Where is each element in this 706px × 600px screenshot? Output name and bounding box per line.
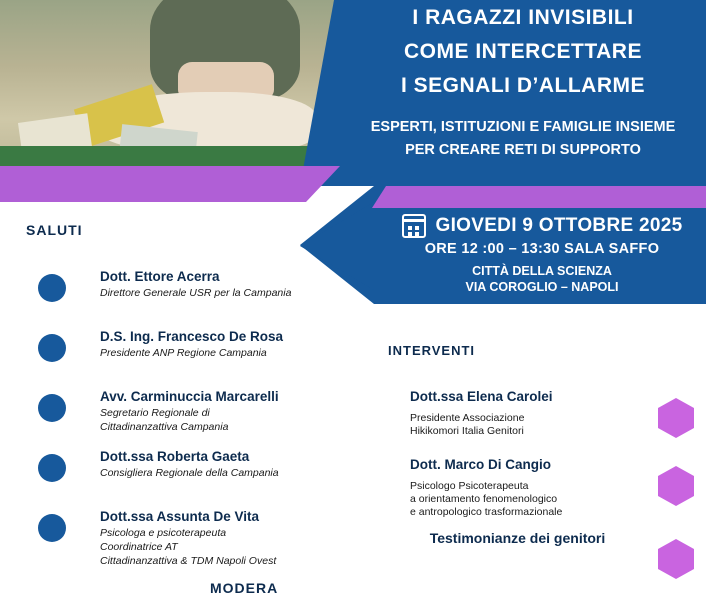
modera-heading: MODERA <box>210 580 279 596</box>
speaker-role-line: Psicologo Psicoterapeuta <box>410 480 529 492</box>
hexagon-icon <box>658 539 694 579</box>
hexagon-icon <box>658 466 694 506</box>
person-role: Direttore Generale USR per la Campania <box>100 287 292 299</box>
title-line-2: COME INTERCETTARE <box>404 40 642 63</box>
list-item <box>38 388 358 438</box>
speaker-role-line: e antropologico trasformazionale <box>410 506 563 518</box>
list-item <box>38 508 358 568</box>
speaker-name: Dott.ssa Elena Carolei <box>410 389 553 404</box>
interventions-heading: INTERVENTI <box>388 343 476 358</box>
speaker-name: Dott. Marco Di Cangio <box>410 457 551 472</box>
person-name: Dott. Ettore Acerra <box>100 269 220 284</box>
bullet-dot-icon <box>38 514 66 542</box>
event-date-row <box>382 214 702 238</box>
greetings-list <box>38 268 358 578</box>
list-item <box>410 456 700 519</box>
interventions-list <box>410 388 700 597</box>
bullet-dot-icon <box>38 394 66 422</box>
list-item <box>38 268 358 318</box>
person-role: Presidente ANP Regione Campania <box>100 347 267 359</box>
event-venue-line-1: CITTÀ DELLA SCIENZA <box>472 264 612 278</box>
speaker-role <box>410 480 625 519</box>
list-item <box>410 388 700 446</box>
title-line-1: I RAGAZZI INVISIBILI <box>412 6 634 29</box>
person-name: Avv. Carminuccia Marcarelli <box>100 389 279 404</box>
speaker-name: Testimonianze dei genitori <box>429 530 606 546</box>
purple-band-left <box>0 166 340 202</box>
title-line-3: I SEGNALI D’ALLARME <box>401 74 645 97</box>
person-role: Coordinatrice AT <box>100 541 178 553</box>
person-role: Consigliera Regionale della Campania <box>100 467 279 479</box>
bullet-dot-icon <box>38 274 66 302</box>
event-time: ORE 12 :00 – 13:30 SALA SAFFO <box>424 241 660 257</box>
bullet-dot-icon <box>38 454 66 482</box>
person-name: D.S. Ing. Francesco De Rosa <box>100 329 284 344</box>
subtitle-line-2: PER CREARE RETI DI SUPPORTO <box>405 142 641 158</box>
person-role: Segretario Regionale di <box>100 407 210 419</box>
person-role: Psicologa e psicoterapeuta <box>100 527 227 539</box>
list-item <box>38 328 358 378</box>
speaker-role-line: Hikikomori Italia Genitori <box>410 425 524 437</box>
event-date: GIOVEDI 9 OTTOBRE 2025 <box>435 215 683 236</box>
person-name: Dott.ssa Roberta Gaeta <box>100 449 250 464</box>
person-name: Dott.ssa Assunta De Vita <box>100 509 260 524</box>
speaker-role-line: a orientamento fenomenologico <box>410 493 558 505</box>
greetings-heading: SALUTI <box>26 222 83 238</box>
person-role: Cittadinanzattiva & TDM Napoli Ovest <box>100 555 277 567</box>
calendar-icon <box>402 214 426 238</box>
hexagon-icon <box>658 398 694 438</box>
list-item <box>410 529 700 587</box>
event-details <box>382 214 702 295</box>
list-item <box>38 448 358 498</box>
person-role: Cittadinanzattiva Campania <box>100 421 229 433</box>
title-block <box>340 0 706 162</box>
event-venue-line-2: VIA COROGLIO – NAPOLI <box>465 280 619 294</box>
bullet-dot-icon <box>38 334 66 362</box>
speaker-role-line: Presidente Associazione <box>410 412 525 424</box>
speaker-role <box>410 412 625 438</box>
subtitle-line-1: ESPERTI, ISTITUZIONI E FAMIGLIE INSIEME <box>370 119 676 135</box>
